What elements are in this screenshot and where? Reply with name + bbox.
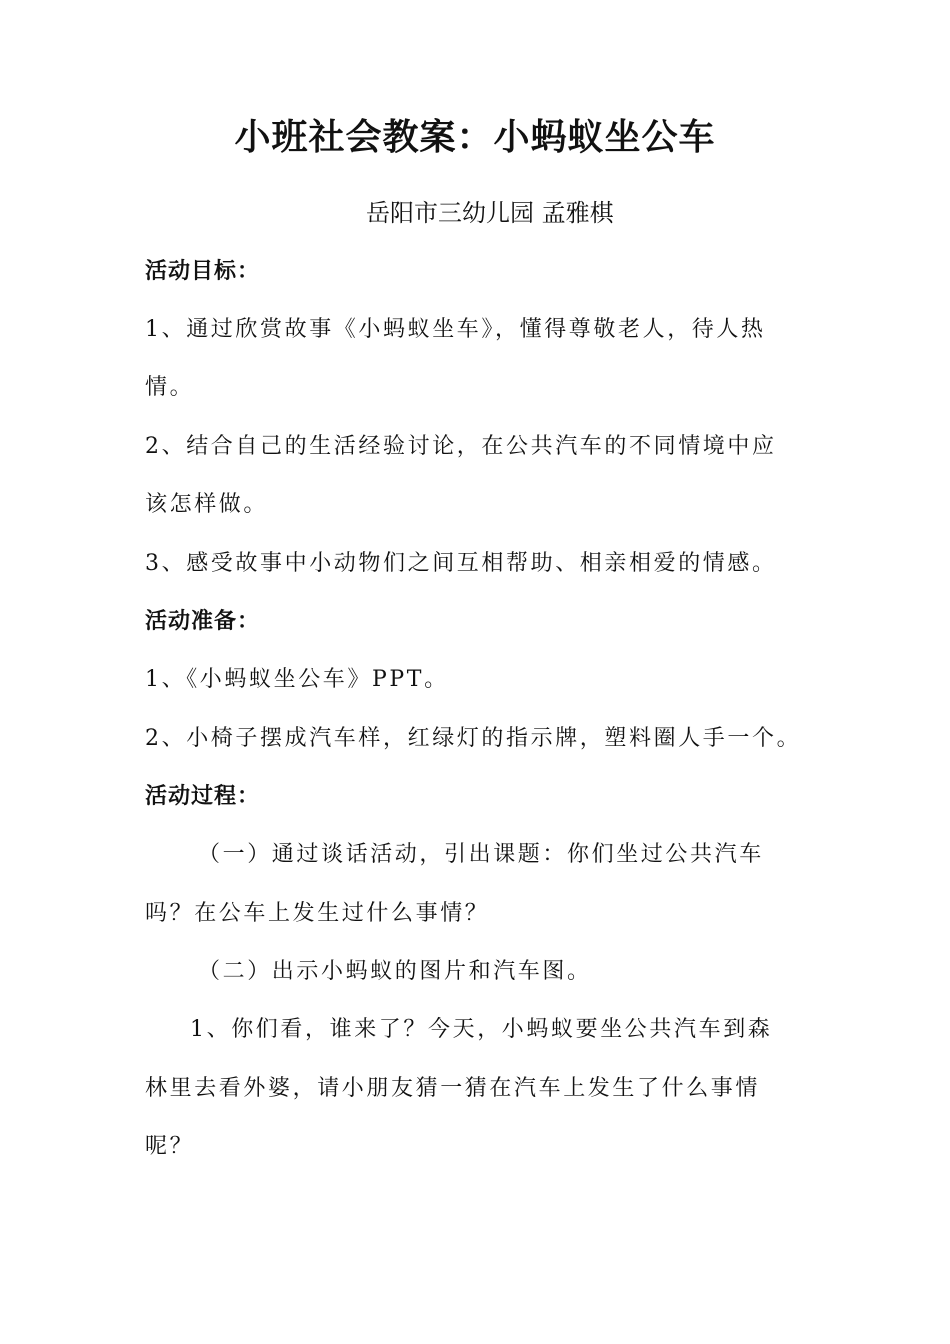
document-title: 小班社会教案：小蚂蚁坐公车 [234, 117, 716, 158]
prep-line-1: 1、《小蚂蚁坐公车》PPT。 [145, 667, 449, 692]
goal-line-2-cont: 该怎样做。 [145, 492, 269, 517]
goal-line-2: 2、结合自己的生活经验讨论，在公共汽车的不同情境中应 [145, 434, 777, 459]
goal-line-3: 3、感受故事中小动物们之间互相帮助、相亲相爱的情感。 [145, 551, 777, 576]
process-line-3: 1、你们看，谁来了？今天，小蚂蚁要坐公共汽车到森 [190, 1017, 773, 1042]
author-line: 岳阳市三幼儿园 孟雅棋 [366, 199, 614, 227]
goal-line-1-cont: 情。 [145, 375, 195, 400]
goal-line-1: 1、通过欣赏故事《小蚂蚁坐车》，懂得尊敬老人，待人热 [145, 317, 766, 342]
process-line-1: （一）通过谈话活动，引出课题：你们坐过公共汽车 [198, 842, 764, 867]
goals-heading: 活动目标： [145, 259, 261, 284]
process-heading: 活动过程： [145, 784, 261, 809]
process-line-1-cont: 吗？在公车上发生过什么事情？ [145, 901, 490, 926]
prep-line-2: 2、小椅子摆成汽车样，红绿灯的指示牌，塑料圈人手一个。 [145, 726, 802, 751]
process-line-2: （二）出示小蚂蚁的图片和汽车图。 [198, 959, 592, 984]
process-line-3-cont: 林里去看外婆，请小朋友猜一猜在汽车上发生了什么事情 [145, 1076, 761, 1101]
preparation-heading: 活动准备： [145, 609, 261, 634]
process-line-3-end: 呢？ [145, 1134, 195, 1159]
